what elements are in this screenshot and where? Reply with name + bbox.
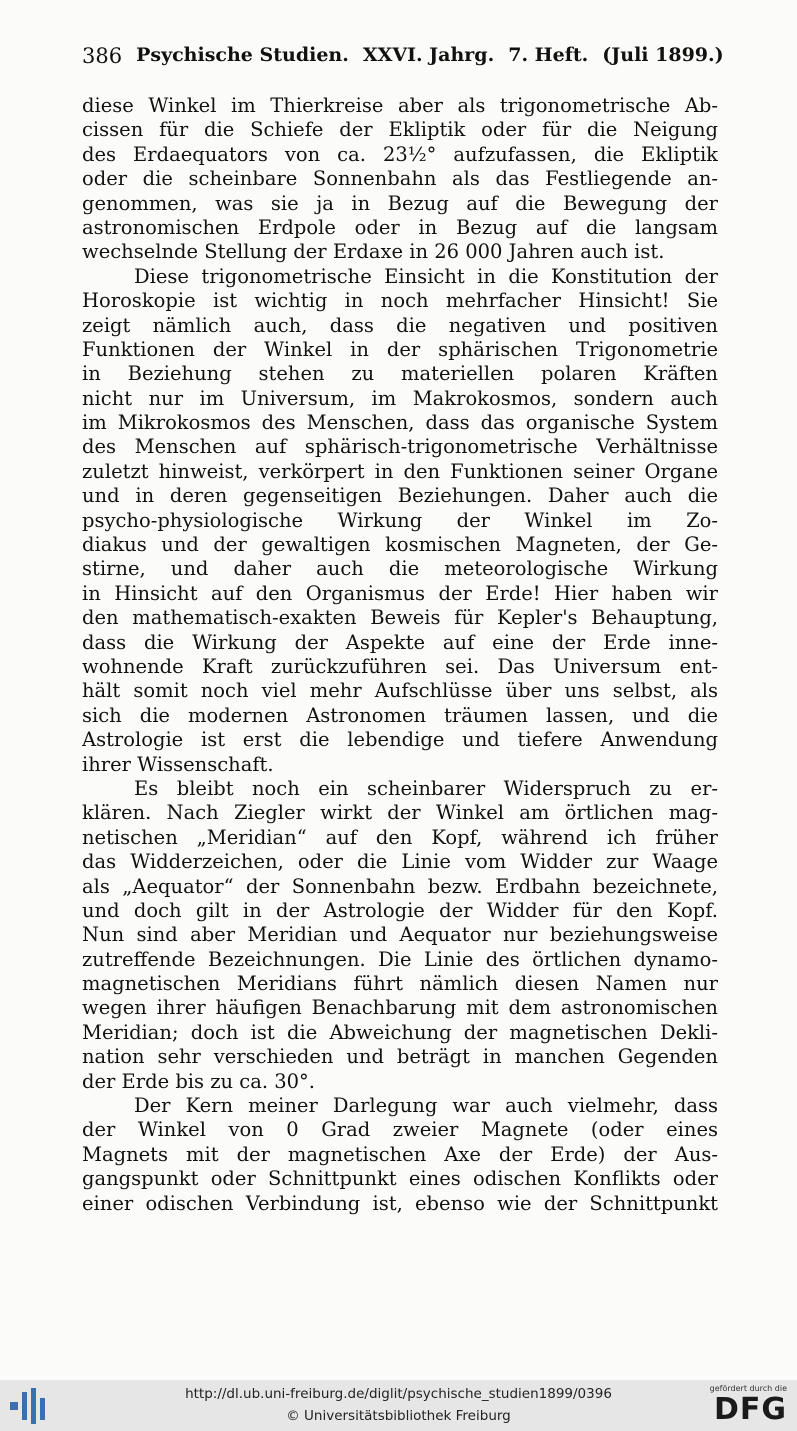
text-line: wohnende Kraft zurückzuführen sei. Das Universum ent- xyxy=(82,654,718,678)
text-line: Horoskopie ist wichtig in noch mehrfacher Hinsicht! Sie xyxy=(82,289,718,313)
text-line: magnetischen Meridians führt nämlich diesen Namen nur xyxy=(82,972,718,996)
text-line: im Mikrokosmos des Menschen, dass das organische System xyxy=(82,411,718,435)
text-line: nicht nur im Universum, im Makrokosmos, sondern auch xyxy=(82,386,718,410)
issue-date: (Juli 1899.) xyxy=(602,44,724,66)
text-line: der Winkel von 0 Grad zweier Magnete (oder eines xyxy=(82,1118,718,1142)
text-line: sich die modernen Astronomen träumen lassen, und die xyxy=(82,703,718,727)
text-line: Magnets mit der magnetischen Axe der Erde) der Aus- xyxy=(82,1142,718,1166)
text-line: psycho-physiologische Wirkung der Winkel im Zo- xyxy=(82,508,718,532)
permalink-url[interactable]: http://dl.ub.uni-freiburg.de/diglit/psychische_studien1899/0396 xyxy=(185,1386,612,1402)
text-line: klären. Nach Ziegler wirkt der Winkel am örtlichen mag- xyxy=(82,801,718,825)
text-line: astronomischen Erdpole oder in Bezug auf die langsam xyxy=(82,215,718,239)
journal-title: Psychische Studien. xyxy=(136,44,349,66)
text-line: des Erdaequators von ca. 23½° aufzufassen, die Ekliptik xyxy=(82,142,718,166)
text-line: des Menschen auf sphärisch-trigonometrische Verhältnisse xyxy=(82,435,718,459)
text-line: dass die Wirkung der Aspekte auf eine der Erde inne- xyxy=(82,630,718,654)
issue: 7. Heft. xyxy=(508,44,589,66)
text-line: stirne, und daher auch die meteorologische Wirkung xyxy=(82,557,718,581)
text-line: genommen, was sie ja in Bezug auf die Bewegung der xyxy=(82,191,718,215)
text-line: Funktionen der Winkel in der sphärischen Trigonometrie xyxy=(82,337,718,361)
text-line: diakus und der gewaltigen kosmischen Magneten, der Ge- xyxy=(82,533,718,557)
running-header xyxy=(82,44,722,68)
text-line: zuletzt hinweist, verkörpert in den Funktionen seiner Organe xyxy=(82,459,718,483)
volume: XXVI. Jahrg. xyxy=(362,44,495,66)
text-line: wegen ihrer häufigen Benachbarung mit dem astronomischen xyxy=(82,996,718,1020)
text-line: Der Kern meiner Darlegung war auch vielmehr, dass xyxy=(134,1094,718,1118)
text-line: Nun sind aber Meridian und Aequator nur beziehungsweise xyxy=(82,923,718,947)
text-line: Meridian; doch ist die Abweichung der magnetischen Dekli- xyxy=(82,1020,718,1044)
body-text xyxy=(82,94,718,1216)
text-line: hält somit noch viel mehr Aufschlüsse über uns selbst, als xyxy=(82,679,718,703)
text-line: in Hinsicht auf den Organismus der Erde! Hier haben wir xyxy=(82,581,718,605)
copyright-notice: © Universitätsbibliothek Freiburg xyxy=(286,1408,511,1424)
text-line: und doch gilt in der Astrologie der Widder für den Kopf. xyxy=(82,898,718,922)
text-line: das Widderzeichen, oder die Linie vom Widder zur Waage xyxy=(82,850,718,874)
text-line: diese Winkel im Thierkreise aber als trigonometrische Ab- xyxy=(82,94,718,117)
text-line: Diese trigonometrische Einsicht in die Konstitution der xyxy=(134,264,718,288)
text-line: wechselnde Stellung der Erdaxe in 26 000 Jahren auch ist. xyxy=(82,240,665,264)
text-line: nation sehr verschieden und beträgt in manchen Gegenden xyxy=(82,1045,718,1069)
text-line: Astrologie ist erst die lebendige und tiefere Anwendung xyxy=(82,728,718,752)
text-line: in Beziehung stehen zu materiellen polaren Kräften xyxy=(82,362,718,386)
text-line: gangspunkt oder Schnittpunkt eines odischen Konflikts oder xyxy=(82,1167,718,1191)
text-line: oder die scheinbare Sonnenbahn als das Festliegende an- xyxy=(82,167,718,191)
page-number: 386 xyxy=(82,44,123,68)
text-line: als „Aequator“ der Sonnenbahn bezw. Erdbahn bezeichnete, xyxy=(82,874,718,898)
text-line: cissen für die Schiefe der Ekliptik oder für die Neigung xyxy=(82,118,718,142)
text-line: netischen „Meridian“ auf den Kopf, während ich früher xyxy=(82,825,718,849)
text-line: zutreffende Bezeichnungen. Die Linie des örtlichen dynamo- xyxy=(82,947,718,971)
text-line: Es bleibt noch ein scheinbarer Widerspruch zu er- xyxy=(134,776,718,800)
funding-note: gefördert durch die xyxy=(709,1384,787,1393)
text-line: und in deren gegenseitigen Beziehungen. Daher auch die xyxy=(82,484,718,508)
text-line: einer odischen Verbindung ist, ebenso wie der Schnittpunkt xyxy=(82,1191,718,1215)
text-line: der Erde bis zu ca. 30°. xyxy=(82,1069,315,1093)
text-line: den mathematisch-exakten Beweis für Kepler's Behauptung, xyxy=(82,606,718,630)
text-line: ihrer Wissenschaft. xyxy=(82,752,274,776)
text-line: zeigt nämlich auch, dass die negativen und positiven xyxy=(82,313,718,337)
viewer-footer xyxy=(0,1380,797,1431)
dfg-logo: DFG xyxy=(713,1392,787,1427)
